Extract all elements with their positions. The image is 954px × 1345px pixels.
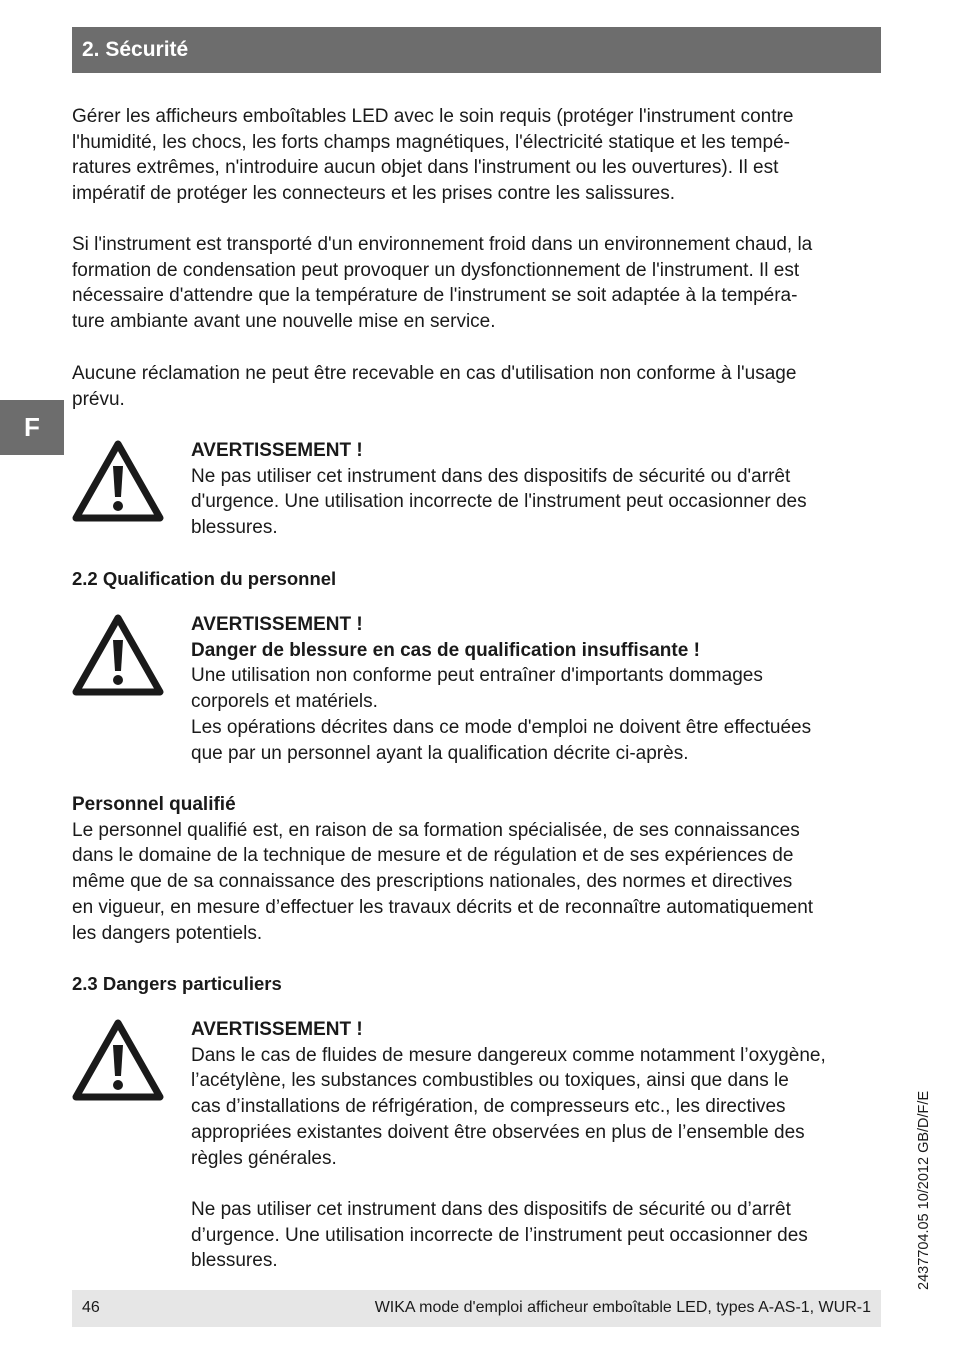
warning-title: AVERTISSEMENT ! [191,440,363,461]
text-line: Gérer les afficheurs emboîtables LED avec le soin requis (protéger l'instrument contre [72,106,794,127]
text-line: en vigueur, en mesure d’effectuer les travaux décrits et de reconnaître automatiquement [72,896,814,918]
warning-2-text [191,612,891,766]
section-2-3-heading: 2.3 Dangers particuliers [72,973,282,994]
text-line: d'urgence. Une utilisation incorrecte de l'instrument peut occasionner des [191,491,807,513]
text-line: corporels et matériels. [191,691,378,713]
text-line: Le personnel qualifié est, en raison de sa formation spécialisée, de ses connaissances [72,819,800,841]
page-footer [72,1290,881,1327]
qualified-personnel [72,792,887,946]
warning-title: AVERTISSEMENT ! [191,1019,363,1040]
text-line: appropriées existantes doivent être observées en plus de l’ensemble des [191,1121,805,1143]
text-line: d’urgence. Une utilisation incorrecte de l’instrument peut occasionner des [191,1224,808,1246]
text-line: ture ambiante avant une nouvelle mise en service. [72,311,496,333]
warning-3-text [191,1017,891,1274]
text-line: que par un personnel ayant la qualification décrite ci-après. [191,742,689,764]
warning-1-text [191,438,891,541]
text-line: blessures. [191,1250,278,1272]
text-line: blessures. [191,517,278,539]
intro-paragraph-3 [72,361,887,412]
section-header [72,27,881,73]
text-line: règles générales. [191,1147,337,1169]
text-line: Les opérations décrites dans ce mode d'emploi ne doivent être effectuées [191,716,812,738]
warning-triangle-icon [72,614,164,696]
text-line: même que de sa connaissance des prescriptions nationales, des normes et directives [72,871,793,893]
text-line: cas d’installations de réfrigération, de compresseurs etc., les directives [191,1096,786,1118]
text-line: Une utilisation non conforme peut entraîner d'importants dommages [191,665,763,687]
warning-subtitle: Danger de blessure en cas de qualification insuffisante ! [191,639,700,661]
page-title: 2. Sécurité [82,38,189,61]
text-line: ratures extrêmes, n'introduire aucun objet dans l'instrument ou les ouvertures). Il est [72,157,779,179]
text-line: les dangers potentiels. [72,922,263,944]
text-line: Si l'instrument est transporté d'un environnement froid dans un environnement chaud, la [72,234,813,255]
warning-title: AVERTISSEMENT ! [191,614,363,635]
page-number: 46 [82,1299,100,1316]
document-code: 2437704.05 10/2012 GB/D/F/E [916,1090,932,1290]
text-line: Ne pas utiliser cet instrument dans des dispositifs de sécurité ou d'arrêt [191,465,791,487]
text-line: Dans le cas de fluides de mesure dangereux comme notamment l’oxygène, [191,1044,826,1066]
section-2-2-heading: 2.2 Qualification du personnel [72,568,337,589]
text-line: prévu. [72,388,125,410]
paragraph-gap [191,1171,891,1197]
text-line: formation de condensation peut provoquer un dysfonctionnement de l'instrument. Il est [72,259,800,281]
text-line: l'humidité, les chocs, les forts champs magnétiques, l'électricité statique et les tempé- [72,131,790,153]
footer-title: WIKA mode d'emploi afficheur emboîtable LED, types A-AS-1, WUR-1 [374,1299,871,1316]
language-tab: F [0,400,64,455]
intro-paragraph-1 [72,104,887,207]
text-line: Aucune réclamation ne peut être recevable en cas d'utilisation non conforme à l'usage [72,363,797,384]
text-line: dans le domaine de la technique de mesure et de régulation et de ses expériences de [72,845,794,867]
intro-paragraph-2 [72,232,887,335]
text-line: l’acétylène, les substances combustibles ou toxiques, ainsi que dans le [191,1070,789,1092]
text-line: impératif de protéger les connecteurs et les prises contre les salissures. [72,183,675,205]
warning-triangle-icon [72,1019,164,1101]
qualified-heading: Personnel qualifié [72,794,236,815]
warning-triangle-icon [72,440,164,522]
text-line: nécessaire d'attendre que la température de l'instrument se soit adaptée à la tempéra- [72,285,798,307]
text-line: Ne pas utiliser cet instrument dans des dispositifs de sécurité ou d’arrêt [191,1198,791,1220]
